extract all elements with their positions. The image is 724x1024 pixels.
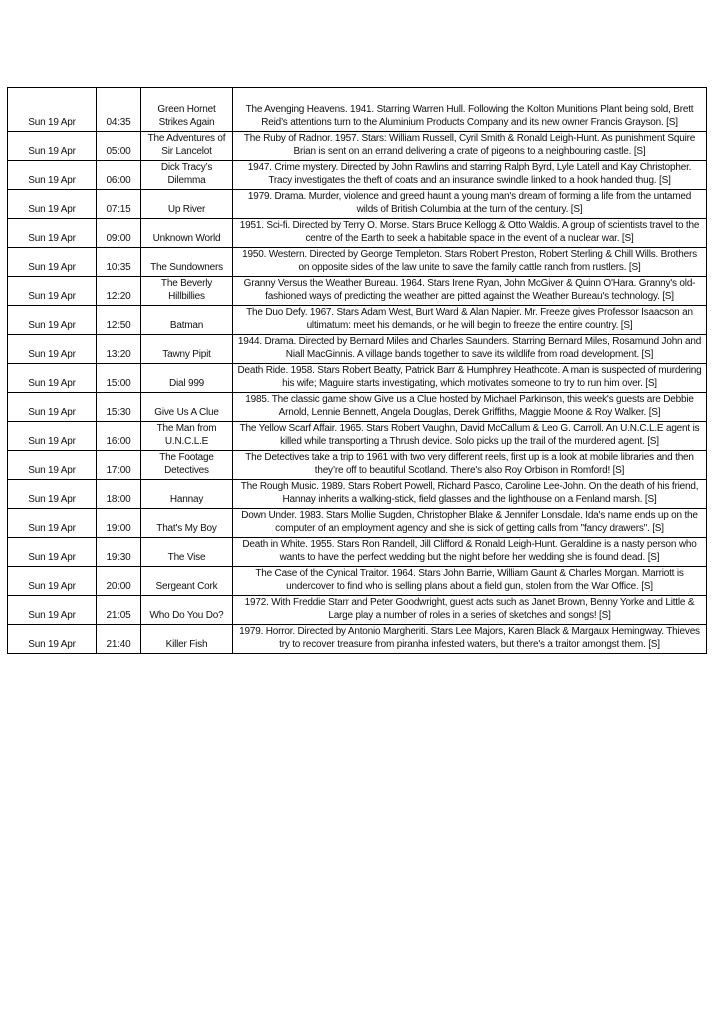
time-cell: 05:00: [97, 132, 141, 161]
table-row: [8, 132, 707, 161]
date-cell: Sun 19 Apr: [8, 364, 97, 393]
date-cell: Sun 19 Apr: [8, 190, 97, 219]
title-cell: The Man from U.N.C.L.E: [141, 422, 233, 451]
description-cell: The Duo Defy. 1967. Stars Adam West, Burt Ward & Alan Napier. Mr. Freeze gives Professor Isaacson an ultimatum: meet his demands, or he will begin to freeze the entire country. [S]: [233, 306, 707, 335]
time-cell: 04:35: [97, 88, 141, 132]
date-cell: Sun 19 Apr: [8, 596, 97, 625]
title-cell: The Vise: [141, 538, 233, 567]
date-cell: Sun 19 Apr: [8, 88, 97, 132]
title-cell: The Beverly Hillbillies: [141, 277, 233, 306]
table-row: [8, 596, 707, 625]
date-cell: Sun 19 Apr: [8, 161, 97, 190]
description-cell: The Rough Music. 1989. Stars Robert Powell, Richard Pasco, Caroline Lee-John. On the death of his friend, Hannay inherits a walking-stick, field glasses and the lighthouse on a Fenland marsh. [S]: [233, 480, 707, 509]
time-cell: 12:20: [97, 277, 141, 306]
table-row: [8, 248, 707, 277]
table-row: [8, 161, 707, 190]
time-cell: 20:00: [97, 567, 141, 596]
time-cell: 17:00: [97, 451, 141, 480]
time-cell: 21:40: [97, 625, 141, 654]
tv-listings-body: [8, 88, 707, 654]
title-cell: Dick Tracy’s Dilemma: [141, 161, 233, 190]
date-cell: Sun 19 Apr: [8, 219, 97, 248]
table-row: [8, 88, 707, 132]
title-cell: Up River: [141, 190, 233, 219]
date-cell: Sun 19 Apr: [8, 422, 97, 451]
time-cell: 09:00: [97, 219, 141, 248]
date-cell: Sun 19 Apr: [8, 335, 97, 364]
table-row: [8, 393, 707, 422]
table-row: [8, 567, 707, 596]
description-cell: 1947. Crime mystery. Directed by John Rawlins and starring Ralph Byrd, Lyle Latell and Kay Christopher. Tracy investigates the theft of coats and an insurance swindle linked to a hook handed thug. [S]: [233, 161, 707, 190]
time-cell: 10:35: [97, 248, 141, 277]
description-cell: The Yellow Scarf Affair. 1965. Stars Robert Vaughn, David McCallum & Leo G. Carroll. An U.N.C.L.E agent is killed while transporting a Thrush device. Solo picks up the trail of the murdered agent. [S]: [233, 422, 707, 451]
date-cell: Sun 19 Apr: [8, 451, 97, 480]
title-cell: Who Do You Do?: [141, 596, 233, 625]
time-cell: 13:20: [97, 335, 141, 364]
title-cell: Tawny Pipit: [141, 335, 233, 364]
title-cell: That's My Boy: [141, 509, 233, 538]
description-cell: Death in White. 1955. Stars Ron Randell, Jill Clifford & Ronald Leigh-Hunt. Geraldine is a nasty person who wants to have the perfect wedding but the night before her wedding she is found dead. [S]: [233, 538, 707, 567]
time-cell: 12:50: [97, 306, 141, 335]
table-row: [8, 219, 707, 248]
time-cell: 15:00: [97, 364, 141, 393]
date-cell: Sun 19 Apr: [8, 393, 97, 422]
description-cell: Granny Versus the Weather Bureau. 1964. Stars Irene Ryan, John McGiver & Quinn O'Hara. Granny's old-fashioned ways of predicting the weather are pitted against the Weather Bureau's technology. [S]: [233, 277, 707, 306]
description-cell: 1979. Horror. Directed by Antonio Margheriti. Stars Lee Majors, Karen Black & Margaux Hemingway. Thieves try to recover treasure from piranha infested waters, but there's a traitor amongst them. [S]: [233, 625, 707, 654]
table-row: [8, 480, 707, 509]
title-cell: Sergeant Cork: [141, 567, 233, 596]
table-row: [8, 422, 707, 451]
time-cell: 07:15: [97, 190, 141, 219]
description-cell: The Detectives take a trip to 1961 with two very different reels, first up is a look at mobile libraries and then they’re off to beautiful Scotland. There's also Roy Orbison in Romford! [S]: [233, 451, 707, 480]
table-row: [8, 277, 707, 306]
title-cell: The Sundowners: [141, 248, 233, 277]
time-cell: 16:00: [97, 422, 141, 451]
tv-listings-table: [7, 87, 707, 654]
table-row: [8, 625, 707, 654]
description-cell: 1979. Drama. Murder, violence and greed haunt a young man's dream of forming a life from the untamed wilds of British Columbia at the turn of the century. [S]: [233, 190, 707, 219]
title-cell: Give Us A Clue: [141, 393, 233, 422]
description-cell: The Avenging Heavens. 1941. Starring Warren Hull. Following the Kolton Munitions Plant being sold, Brett Reid’s attentions turn to the Aluminium Products Company and its new owner Francis Grayson. [S]: [233, 88, 707, 132]
date-cell: Sun 19 Apr: [8, 132, 97, 161]
time-cell: 21:05: [97, 596, 141, 625]
date-cell: Sun 19 Apr: [8, 509, 97, 538]
time-cell: 19:00: [97, 509, 141, 538]
description-cell: 1972. With Freddie Starr and Peter Goodwright, guest acts such as Janet Brown, Benny Yorke and Little & Large play a number of roles in a series of sketches and songs! [S]: [233, 596, 707, 625]
date-cell: Sun 19 Apr: [8, 625, 97, 654]
description-cell: 1985. The classic game show Give us a Clue hosted by Michael Parkinson, this week's guests are Debbie Arnold, Lennie Bennett, Angela Douglas, Derek Griffiths, Maggie Moone & Roy Walker. [S]: [233, 393, 707, 422]
time-cell: 06:00: [97, 161, 141, 190]
table-row: [8, 364, 707, 393]
date-cell: Sun 19 Apr: [8, 567, 97, 596]
date-cell: Sun 19 Apr: [8, 480, 97, 509]
description-cell: The Case of the Cynical Traitor. 1964. Stars John Barrie, William Gaunt & Charles Morgan. Marriott is undercover to find who is selling plans about a field gun, stolen from the War Office. [S]: [233, 567, 707, 596]
table-row: [8, 335, 707, 364]
title-cell: Green Hornet Strikes Again: [141, 88, 233, 132]
date-cell: Sun 19 Apr: [8, 306, 97, 335]
table-row: [8, 509, 707, 538]
table-row: [8, 190, 707, 219]
description-cell: 1944. Drama. Directed by Bernard Miles and Charles Saunders. Starring Bernard Miles, Rosamund John and Niall MacGinnis. A village bands together to save its wildlife from road development. [S]: [233, 335, 707, 364]
title-cell: The Footage Detectives: [141, 451, 233, 480]
time-cell: 19:30: [97, 538, 141, 567]
description-cell: The Ruby of Radnor. 1957. Stars: William Russell, Cyril Smith & Ronald Leigh-Hunt. As punishment Squire Brian is sent on an errand delivering a crate of pigeons to a neighbouring castle. [S]: [233, 132, 707, 161]
table-row: [8, 306, 707, 335]
description-cell: 1951. Sci-fi. Directed by Terry O. Morse. Stars Bruce Kellogg & Otto Waldis. A group of scientists travel to the centre of the Earth to seek a habitable space in the event of a nuclear war. [S]: [233, 219, 707, 248]
description-cell: Death Ride. 1958. Stars Robert Beatty, Patrick Barr & Humphrey Heathcote. A man is suspected of murdering his wife; Maguire starts investigating, which motivates someone to try to run him over. [S]: [233, 364, 707, 393]
table-row: [8, 451, 707, 480]
date-cell: Sun 19 Apr: [8, 277, 97, 306]
table-row: [8, 538, 707, 567]
title-cell: Batman: [141, 306, 233, 335]
date-cell: Sun 19 Apr: [8, 538, 97, 567]
title-cell: Killer Fish: [141, 625, 233, 654]
description-cell: Down Under. 1983. Stars Mollie Sugden, Christopher Blake & Jennifer Lonsdale. Ida's name ends up on the computer of an employment agency and she is sick of getting calls from ''fancy drawers''. [S]: [233, 509, 707, 538]
title-cell: The Adventures of Sir Lancelot: [141, 132, 233, 161]
title-cell: Hannay: [141, 480, 233, 509]
title-cell: Dial 999: [141, 364, 233, 393]
title-cell: Unknown World: [141, 219, 233, 248]
time-cell: 18:00: [97, 480, 141, 509]
date-cell: Sun 19 Apr: [8, 248, 97, 277]
description-cell: 1950. Western. Directed by George Templeton. Stars Robert Preston, Robert Sterling & Chill Wills. Brothers on opposite sides of the law unite to save the family cattle ranch from rustlers. [S]: [233, 248, 707, 277]
time-cell: 15:30: [97, 393, 141, 422]
